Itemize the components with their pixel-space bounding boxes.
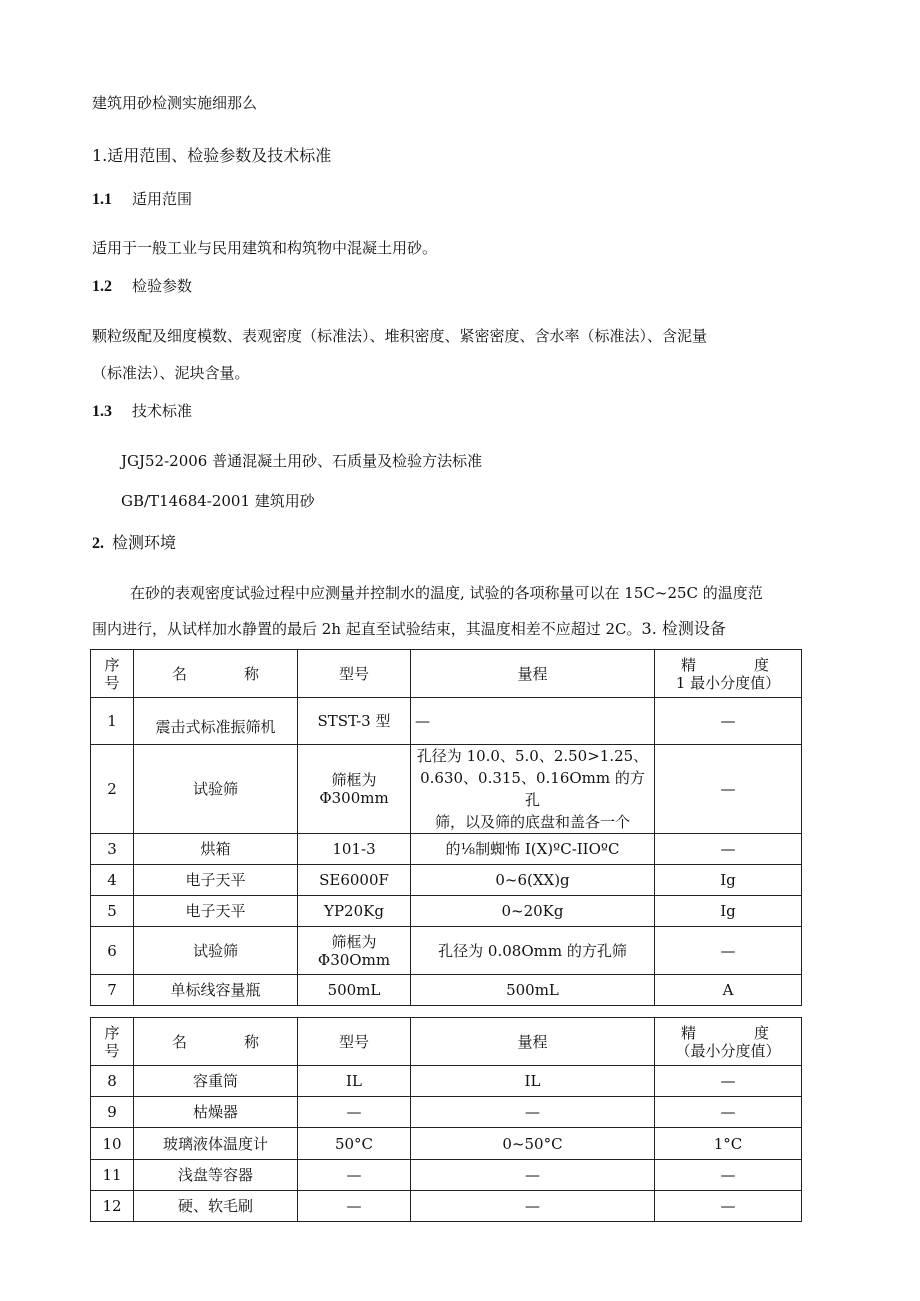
cell-precision: — bbox=[655, 1191, 802, 1222]
table-row bbox=[91, 896, 802, 927]
header-range: 量程 bbox=[411, 650, 655, 698]
cell-no: 11 bbox=[91, 1160, 134, 1191]
cell-precision: — bbox=[655, 698, 802, 745]
cell-name: 枯燥器 bbox=[134, 1097, 298, 1128]
cell-name: 硬、软毛刷 bbox=[134, 1191, 298, 1222]
cell-no: 8 bbox=[91, 1066, 134, 1097]
section-label: 检测环境 bbox=[112, 533, 177, 552]
cell-no: 2 bbox=[91, 745, 134, 834]
cell-model: — bbox=[298, 1191, 411, 1222]
section-2-heading bbox=[92, 533, 176, 554]
cell-model: 筛框为 Φ300mm bbox=[298, 745, 411, 834]
cell-precision: Ig bbox=[655, 896, 802, 927]
cell-range: — bbox=[411, 1097, 655, 1128]
cell-model: 筛框为 Φ30Omm bbox=[298, 927, 411, 975]
header-model: 型号 bbox=[298, 650, 411, 698]
cell-name: 容重筒 bbox=[134, 1066, 298, 1097]
header-name: 名 称 bbox=[134, 650, 298, 698]
cell-range: — bbox=[411, 1191, 655, 1222]
cell-precision: A bbox=[655, 975, 802, 1006]
equipment-table-1 bbox=[90, 649, 802, 1006]
cell-model: SE6000F bbox=[298, 865, 411, 896]
section-number: 1.3 bbox=[92, 403, 112, 420]
cell-name: 试验筛 bbox=[134, 927, 298, 975]
section-label: 检验参数 bbox=[132, 277, 193, 295]
table-row bbox=[91, 745, 802, 834]
section-2-line2-text: 围内进行，从试样加水静置的最后 2h 起直至试验结束，其温度相差不应超过 2C。 bbox=[92, 620, 642, 638]
table-row bbox=[91, 698, 802, 745]
section-number: 1.1 bbox=[92, 191, 112, 208]
section-1-1-text: 适用于一般工业与民用建筑和构筑物中混凝土用砂。 bbox=[92, 239, 438, 257]
section-number: 1.2 bbox=[92, 278, 112, 295]
cell-name: 震击式标准振筛机 bbox=[134, 698, 298, 745]
cell-no: 10 bbox=[91, 1128, 134, 1160]
cell-precision: — bbox=[655, 745, 802, 834]
table-row bbox=[91, 834, 802, 865]
table-row bbox=[91, 1128, 802, 1160]
section-label: 技术标准 bbox=[132, 402, 193, 420]
cell-name: 烘箱 bbox=[134, 834, 298, 865]
table-header-row bbox=[91, 1018, 802, 1066]
cell-name: 电子天平 bbox=[134, 896, 298, 927]
cell-precision: — bbox=[655, 834, 802, 865]
cell-name: 试验筛 bbox=[134, 745, 298, 834]
cell-range: 0~50°C bbox=[411, 1128, 655, 1160]
table-row bbox=[91, 927, 802, 975]
table-row bbox=[91, 1097, 802, 1128]
standard-1: JGJ52-2006 普通混凝土用砂、石质量及检验方法标准 bbox=[121, 452, 483, 470]
cell-no: 7 bbox=[91, 975, 134, 1006]
cell-no: 3 bbox=[91, 834, 134, 865]
cell-model: 101-3 bbox=[298, 834, 411, 865]
header-seq: 序 号 bbox=[91, 650, 134, 698]
section-label: 适用范围 bbox=[132, 190, 193, 208]
header-model: 型号 bbox=[298, 1018, 411, 1066]
cell-model: — bbox=[298, 1097, 411, 1128]
section-1-2-line1: 颗粒级配及细度模数、表观密度（标准法）、堆积密度、紧密密度、含水率（标准法）、含泥量 bbox=[92, 327, 708, 345]
cell-precision: — bbox=[655, 1097, 802, 1128]
cell-name: 单标线容量瓶 bbox=[134, 975, 298, 1006]
section-1-2-line2: （标准法）、泥块含量。 bbox=[92, 364, 250, 382]
doc-title: 建筑用砂检测实施细那么 bbox=[92, 94, 258, 112]
cell-model: YP20Kg bbox=[298, 896, 411, 927]
cell-model: — bbox=[298, 1160, 411, 1191]
cell-model: 500mL bbox=[298, 975, 411, 1006]
table-row bbox=[91, 1066, 802, 1097]
section-number: 2. bbox=[92, 535, 104, 552]
cell-range: 0~20Kg bbox=[411, 896, 655, 927]
section-1-1-heading bbox=[92, 189, 192, 210]
cell-name: 浅盘等容器 bbox=[134, 1160, 298, 1191]
cell-range: 孔径为 0.08Omm 的方孔筛 bbox=[411, 927, 655, 975]
cell-precision: Ig bbox=[655, 865, 802, 896]
header-precision: 精 度 （最小分度值） bbox=[655, 1018, 802, 1066]
cell-no: 4 bbox=[91, 865, 134, 896]
table-row bbox=[91, 865, 802, 896]
table-row bbox=[91, 975, 802, 1006]
cell-model: STST-3 型 bbox=[298, 698, 411, 745]
cell-no: 6 bbox=[91, 927, 134, 975]
table-row bbox=[91, 1160, 802, 1191]
cell-precision: — bbox=[655, 1160, 802, 1191]
cell-range: IL bbox=[411, 1066, 655, 1097]
table-row bbox=[91, 1191, 802, 1222]
section-2-line1: 在砂的表观密度试验过程中应测量并控制水的温度, 试验的各项称量可以在 15C~25C 的温度范 bbox=[130, 584, 763, 602]
cell-no: 1 bbox=[91, 698, 134, 745]
cell-range: — bbox=[411, 698, 655, 745]
section-1-2-heading bbox=[92, 276, 192, 297]
cell-name: 玻璃液体温度计 bbox=[134, 1128, 298, 1160]
cell-range: 500mL bbox=[411, 975, 655, 1006]
cell-no: 9 bbox=[91, 1097, 134, 1128]
cell-range: — bbox=[411, 1160, 655, 1191]
cell-range: 0~6(XX)g bbox=[411, 865, 655, 896]
cell-no: 5 bbox=[91, 896, 134, 927]
header-name: 名 称 bbox=[134, 1018, 298, 1066]
header-seq: 序 号 bbox=[91, 1018, 134, 1066]
section-1-heading: 1.适用范围、检验参数及技术标准 bbox=[92, 146, 332, 165]
section-3-heading: 3. 检测设备 bbox=[641, 619, 726, 638]
equipment-table-2 bbox=[90, 1017, 802, 1222]
section-1-3-heading bbox=[92, 401, 192, 422]
cell-range: 孔径为 10.0、5.0、2.50>1.25、 0.630、0.315、0.16Omm 的方孔 筛，以及筛的底盘和盖各一个 bbox=[411, 745, 655, 834]
cell-no: 12 bbox=[91, 1191, 134, 1222]
cell-precision: — bbox=[655, 1066, 802, 1097]
cell-model: 50°C bbox=[298, 1128, 411, 1160]
header-range: 量程 bbox=[411, 1018, 655, 1066]
cell-precision: — bbox=[655, 927, 802, 975]
cell-name: 电子天平 bbox=[134, 865, 298, 896]
section-2-line2 bbox=[92, 619, 726, 639]
header-precision: 精 度 1 最小分度值） bbox=[655, 650, 802, 698]
table-header-row bbox=[91, 650, 802, 698]
cell-range: 的⅛制蜘怖 I(X)ºC-IIOºC bbox=[411, 834, 655, 865]
cell-model: IL bbox=[298, 1066, 411, 1097]
cell-precision: 1°C bbox=[655, 1128, 802, 1160]
standard-2: GB/T14684-2001 建筑用砂 bbox=[121, 492, 315, 510]
